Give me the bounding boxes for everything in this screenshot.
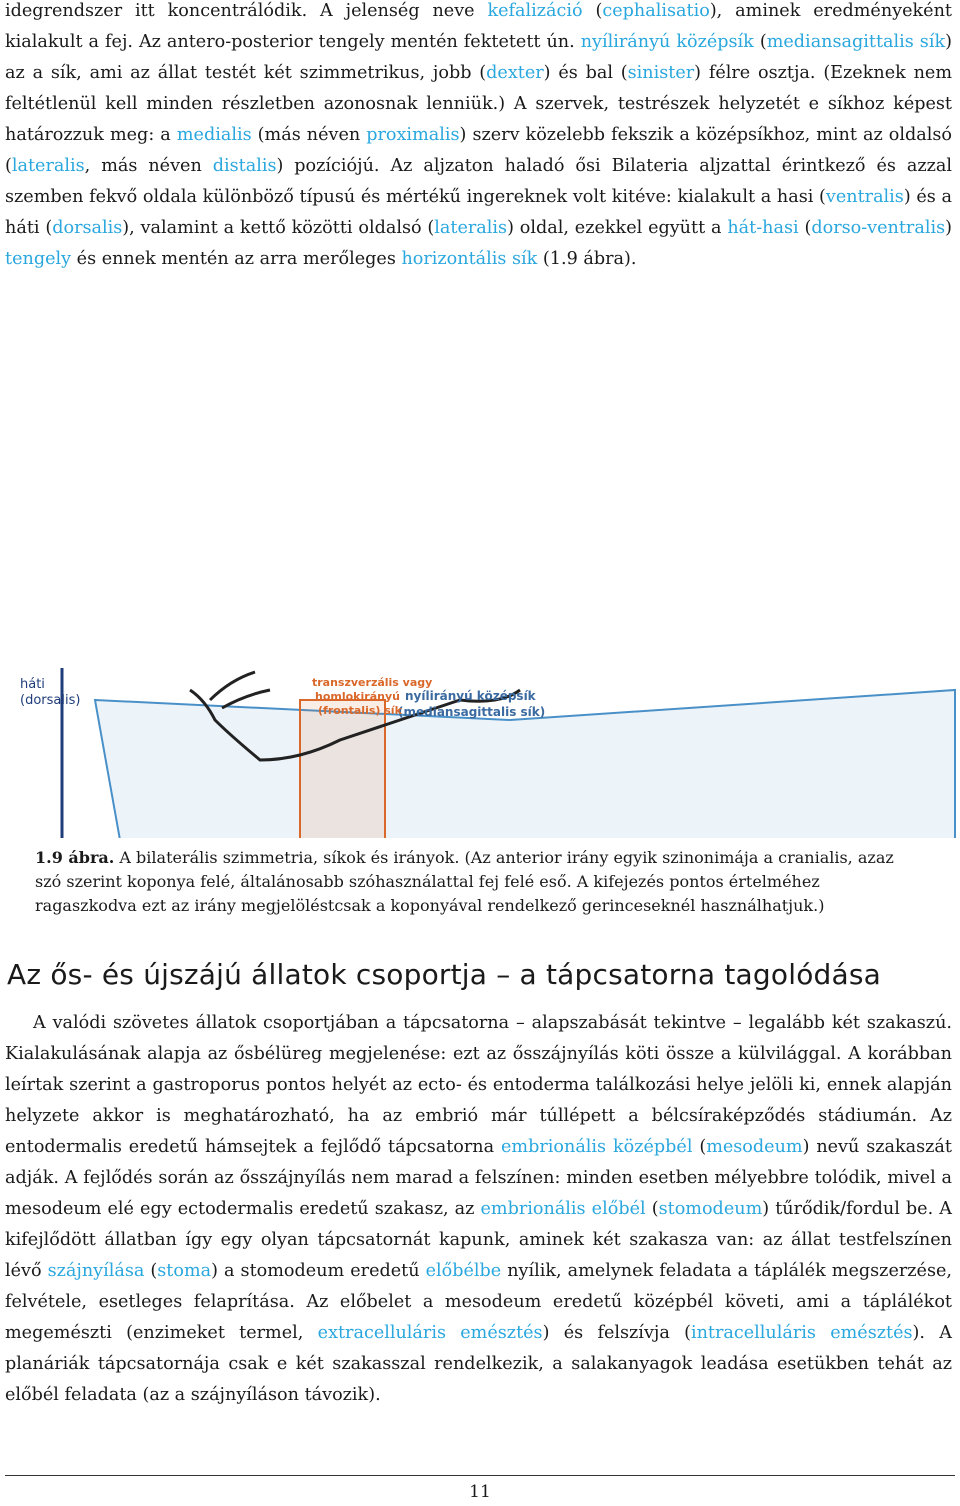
label-transverse-line1: transzverzális vagy [312, 676, 433, 689]
label-sagittal-line1: nyílirányú középsík [405, 689, 536, 703]
term-highlight: szájnyílása [47, 1261, 145, 1281]
term-highlight: embrionális középbél [501, 1137, 693, 1157]
text-run: ) tűrődik/fordul be. A kifejlődött állatban így egy olyan tápcsatornát kapunk, aminek két szakasza van: az állat testfelszínen lévő [5, 1199, 952, 1281]
text-run: ) oldal, ezekkel együtt a [507, 218, 728, 238]
text-run: ), valamint a kettő közötti oldalsó ( [122, 218, 435, 238]
figure-caption [35, 846, 925, 918]
section-heading: Az ős- és újszájú állatok csoportja – a tápcsatorna tagolódása [7, 958, 882, 991]
term-highlight: dexter [486, 63, 544, 83]
text-run: ) és felszívja ( [542, 1323, 691, 1343]
term-highlight: sinister [627, 63, 695, 83]
text-run: ) és a háti ( [5, 187, 952, 238]
term-highlight: extracelluláris emésztés [317, 1323, 543, 1343]
body-paragraph-1 [5, 0, 952, 275]
caption-text: A bilaterális szimmetria, síkok és irányok. (Az anterior irány egyik szinonimája a cranialis, azaz szó szerint koponya felé, általánosabb szóhasználattal fej felé eső. A kifejezés pontos értelméhez ragaszkodva ezt az irány megjelöléstcsak a koponyával rendelkező gerinceseknél használhatjuk.) [35, 848, 894, 915]
label-dorsal-line1: háti [20, 677, 45, 692]
text-run: ) nevű szakaszát adják. A fejlődés során az ősszájnyílás nem marad a felszínen: minden esetben mélyebbre tolódik, mivel a mesodeum elé egy ectodermalis eredetű szakasz, az [5, 1137, 952, 1219]
term-highlight: proximalis [366, 125, 460, 145]
text-run: , más néven [84, 156, 213, 176]
label-transverse-line2: homlokirányú [315, 690, 400, 703]
text-run: (1.9 ábra). [537, 249, 637, 269]
term-highlight: tengely [5, 249, 72, 269]
text-run: ) a stomodeum eredetű [211, 1261, 426, 1281]
text-run: nyílik, amelynek feladata a táplálék megszerzése, felvétele, esetleges felaprítása. Az előbelet a mesodeum eredetű középbél követi, ami a táplálékot megemészti (enzimeket termel, [5, 1261, 952, 1343]
term-highlight: előbélbe [425, 1261, 502, 1281]
body-paragraph-2 [5, 1008, 952, 1411]
text-run: ) az a sík, ami az állat testét két szimmetrikus, jobb ( [5, 32, 952, 83]
figure-bilateral-symmetry [0, 668, 960, 838]
caption-label: 1.9 ábra. [35, 848, 115, 867]
text-run: ( [582, 1, 603, 21]
antelope-horns [210, 672, 270, 708]
text-run: idegrendszer itt koncentrálódik. A jelenség neve [5, 1, 488, 21]
text-run: ( [692, 1137, 707, 1157]
term-highlight: ventralis [825, 187, 904, 207]
term-highlight: stomodeum [658, 1199, 763, 1219]
term-highlight: mesodeum [706, 1137, 803, 1157]
text-run: ( [798, 218, 812, 238]
page-number: 11 [469, 1482, 491, 1502]
term-highlight: intracelluláris emésztés [690, 1323, 913, 1343]
text-run: ) szerv közelebb fekszik a középsíkhoz, mint az oldalsó ( [5, 125, 952, 176]
term-highlight: dorsalis [52, 218, 123, 238]
text-run: ). A planáriák tápcsatornája csak e két szakasszal rendelkezik, a salakanyagok leadása esetükben tehát az előbél feladata (az a szájnyíláson távozik). [5, 1323, 952, 1405]
term-highlight: kefalizáció [487, 1, 583, 21]
term-highlight: distalis [212, 156, 277, 176]
term-highlight: medialis [176, 125, 252, 145]
term-highlight: embrionális előbél [480, 1199, 646, 1219]
text-run: és ennek mentén az arra merőleges [71, 249, 402, 269]
term-highlight: mediansagittalis sík [766, 32, 946, 52]
text-run: ) [945, 218, 952, 238]
footer-rule [5, 1475, 955, 1476]
text-run: ) félre osztja. (Ezeknek nem feltétlenül kell minden részletben azonosnak lenniük.) A szervek, testrészek helyzetét e síkhoz képest határozzuk meg: a [5, 63, 953, 145]
text-run: ( [144, 1261, 158, 1281]
term-highlight: horizontális sík [401, 249, 538, 269]
text-run: ( [753, 32, 767, 52]
text-run: ( [645, 1199, 659, 1219]
label-dorsal-line2: (dorsalis) [20, 693, 81, 708]
term-highlight: cephalisatio [602, 1, 710, 21]
label-transverse-line3: (frontalis) sík [318, 704, 402, 717]
term-highlight: lateralis [11, 156, 85, 176]
label-sagittal-line2: (mediansagittalis sík) [398, 705, 546, 719]
text-run: ), aminek eredményeként kialakult a fej. Az antero-posterior tengely mentén fektetett ún. [5, 1, 952, 52]
term-highlight: stoma [157, 1261, 212, 1281]
term-highlight: hát-hasi [727, 218, 799, 238]
term-highlight: lateralis [434, 218, 508, 238]
term-highlight: dorso-ventralis [811, 218, 946, 238]
text-run: A valódi szövetes állatok csoportjában a tápcsatorna – alapszabását tekintve – legalább két szakaszú. Kialakulásának alapja az ősbélüreg megjelenése: ezt az ősszájnyílás köti össze a külvilággal. A korábban leírtak szerint a gastroporus pontos helyét az ecto- és entoderma találkozási helye jelöli ki, ennek alapján helyzete akkor is meghatározható, ha az embrió már túllépett a bélcsíraképződés stádiumán. Az entodermalis eredetű hámsejtek a fejlődő tápcsatorna [5, 1013, 952, 1157]
text-run: ) és bal ( [543, 63, 628, 83]
term-highlight: nyílirányú középsík [580, 32, 754, 52]
transverse-plane [300, 700, 385, 838]
text-run: (más néven [251, 125, 367, 145]
text-run: ) pozíciójú. Az aljzaton haladó ősi Bilateria aljzattal érintkező és azzal szemben fekvő oldala különböző típusú és mértékű ingereknek volt kitéve: kialakult a hasi ( [5, 156, 952, 207]
